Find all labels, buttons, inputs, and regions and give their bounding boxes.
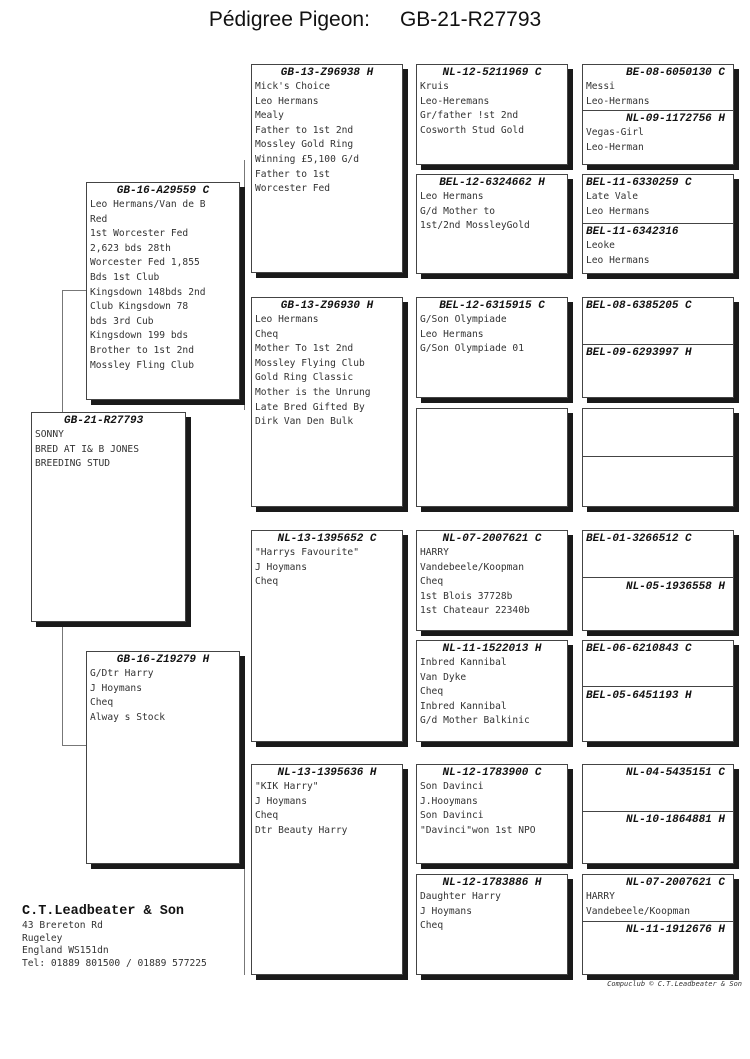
breeder-block xyxy=(22,903,262,970)
subject-card xyxy=(31,412,186,622)
gen4-card-6 xyxy=(416,640,568,742)
subject-line: BREEDING STUD xyxy=(35,458,111,470)
sire-dam-card xyxy=(251,297,403,507)
gen4-line: Daughter Harry xyxy=(420,891,501,902)
gen4-card-5 xyxy=(416,530,568,631)
gen4-card-1 xyxy=(416,64,568,165)
gen4-line: 1st/2nd MossleyGold xyxy=(420,220,530,232)
dam-dam-line: Cheq xyxy=(255,810,279,822)
sire-line: 2,623 bds 28th xyxy=(90,242,171,254)
gen4-line: G/Son Olympiade 01 xyxy=(420,343,524,355)
title-ring: GB-21-R27793 xyxy=(399,8,542,31)
gen4-ring xyxy=(417,409,567,410)
sire-dam-line: Mother is the Unrung xyxy=(255,386,371,398)
sire-line: Kingsdown 199 bds xyxy=(90,330,189,342)
sire-line: Brother to 1st 2nd xyxy=(90,344,194,356)
dam-line: J Hoymans xyxy=(90,682,142,694)
gen5-card-4 xyxy=(582,408,734,507)
gen4-line: Kruis xyxy=(420,81,449,92)
gen5-ring: NL-10-1864881 H xyxy=(625,814,725,826)
gen4-line: Leo Hermans xyxy=(420,191,484,202)
gen4-line: G/Son Olympiade xyxy=(420,314,507,325)
gen5-divider xyxy=(583,344,733,345)
dam-dam-line: J Hoymans xyxy=(255,795,307,807)
dam-dam-card xyxy=(251,764,403,975)
gen4-line: G/d Mother to xyxy=(420,205,496,217)
gen5-line: Leo Hermans xyxy=(586,254,650,266)
sire-line: Bds 1st Club xyxy=(90,271,160,283)
dam-sire-ring: NL-13-1395652 C xyxy=(277,533,377,545)
gen4-card-7 xyxy=(416,764,568,864)
sire-dam-ring: GB-13-Z96930 H xyxy=(280,300,374,312)
sire-dam-line: Cheq xyxy=(255,328,279,340)
sire-dam-line: Gold Ring Classic xyxy=(255,372,354,384)
sire-sire-card xyxy=(251,64,403,273)
sire-dam-line: Dirk Van Den Bulk xyxy=(255,416,354,428)
gen5-card-7 xyxy=(582,764,734,864)
title-label: Pédigree Pigeon: xyxy=(208,8,370,31)
gen5-card-3 xyxy=(582,297,734,398)
sire-line: Leo Hermans/Van de B xyxy=(90,199,206,210)
gen5-line: Leo Hermans xyxy=(586,205,650,217)
dam-sire-card xyxy=(251,530,403,742)
breeder-address-line: Rugeley xyxy=(22,932,63,944)
page-title xyxy=(0,8,750,32)
gen4-line: Cheq xyxy=(420,920,444,932)
dam-sire-line: Cheq xyxy=(255,576,279,588)
gen4-ring: NL-07-2007621 C xyxy=(442,533,542,545)
dam-dam-ring: NL-13-1395636 H xyxy=(277,767,377,779)
dam-sire-line: "Harrys Favourite" xyxy=(255,547,359,558)
gen4-card-4 xyxy=(416,408,568,507)
gen4-card-8 xyxy=(416,874,568,975)
dam-dam-line: Dtr Beauty Harry xyxy=(255,824,348,836)
connector xyxy=(62,290,63,412)
gen5-card-1 xyxy=(582,64,734,165)
breeder-address-line: England WS151dn xyxy=(22,945,109,957)
sire-line: Worcester Fed 1,855 xyxy=(90,257,200,269)
gen4-card-3 xyxy=(416,297,568,398)
gen4-line: HARRY xyxy=(420,547,449,558)
gen4-ring: BEL-12-6315915 C xyxy=(439,300,545,312)
gen4-line: Inbred Kannibal xyxy=(420,700,507,712)
sire-sire-line: Mossley Gold Ring xyxy=(255,139,354,151)
gen4-ring: NL-12-5211969 C xyxy=(442,67,542,79)
gen5-ring xyxy=(583,409,733,410)
gen4-line: G/d Mother Balkinic xyxy=(420,715,530,727)
dam-sire-line: J Hoymans xyxy=(255,561,307,573)
gen5-line: Vegas-Girl xyxy=(586,127,644,138)
gen5-ring: BEL-05-6451193 H xyxy=(586,690,692,702)
sire-ring: GB-16-A29559 C xyxy=(116,185,210,197)
sire-sire-ring: GB-13-Z96938 H xyxy=(280,67,374,79)
sire-line: Red xyxy=(90,213,108,225)
gen5-card-2 xyxy=(582,174,734,274)
sire-dam-line: Leo Hermans xyxy=(255,314,319,325)
sire-line: 1st Worcester Fed xyxy=(90,228,189,240)
sire-line: Kingsdown 148bds 2nd xyxy=(90,286,206,298)
connector xyxy=(62,622,63,746)
gen5-ring: BEL-11-6342316 xyxy=(586,226,679,238)
gen5-ring: NL-04-5435151 C xyxy=(625,767,725,779)
gen4-line: J Hoymans xyxy=(420,905,472,917)
gen5-card-6 xyxy=(582,640,734,742)
gen5-ring: NL-05-1936558 H xyxy=(625,581,725,593)
subject-ring: GB-21-R27793 xyxy=(64,415,144,427)
gen5-ring: BEL-11-6330259 C xyxy=(586,177,692,189)
gen5-divider xyxy=(583,686,733,687)
dam-line: Alway s Stock xyxy=(90,711,166,723)
gen4-ring: BEL-12-6324662 H xyxy=(439,177,545,189)
sire-dam-line: Mother To 1st 2nd xyxy=(255,343,354,355)
sire-sire-line: Worcester Fed xyxy=(255,183,331,195)
gen5-ring: NL-07-2007621 C xyxy=(625,877,725,889)
gen4-line: 1st Chateaur 22340b xyxy=(420,605,530,617)
breeder-name: C.T.Leadbeater & Son xyxy=(22,904,185,919)
sire-sire-line: Winning £5,100 G/d xyxy=(255,153,359,165)
gen5-ring: NL-09-1172756 H xyxy=(625,113,725,125)
gen5-card-5 xyxy=(582,530,734,631)
gen5-ring: BEL-01-3266512 C xyxy=(586,533,692,545)
gen4-line: Cheq xyxy=(420,576,444,588)
gen4-line: Cheq xyxy=(420,686,444,698)
gen4-line: Inbred Kannibal xyxy=(420,657,507,668)
sire-dam-line: Late Bred Gifted By xyxy=(255,401,365,413)
gen4-line: Vandebeele/Koopman xyxy=(420,561,524,573)
gen5-divider xyxy=(583,577,733,578)
gen4-ring: NL-12-1783900 C xyxy=(442,767,542,779)
sire-line: bds 3rd Cub xyxy=(90,315,154,327)
footer-credit: Compuclub © C.T.Leadbeater & Son xyxy=(607,980,742,988)
sire-sire-line: Mealy xyxy=(255,110,284,122)
gen5-ring: BEL-06-6210843 C xyxy=(586,643,692,655)
gen4-card-2 xyxy=(416,174,568,274)
gen4-ring: NL-12-1783886 H xyxy=(442,877,542,889)
gen5-line: Late Vale xyxy=(586,191,638,202)
connector xyxy=(62,290,86,291)
gen4-line: Son Davinci xyxy=(420,781,484,792)
subject-line: BRED AT I& B JONES xyxy=(35,443,139,455)
gen5-ring: BE-08-6050130 C xyxy=(625,67,725,79)
sire-card xyxy=(86,182,240,400)
gen4-line: "Davinci"won 1st NPO xyxy=(420,824,536,836)
gen5-ring: NL-11-1912676 H xyxy=(625,924,725,936)
dam-ring: GB-16-Z19279 H xyxy=(116,654,210,666)
sire-dam-line: Mossley Flying Club xyxy=(255,357,365,369)
gen5-divider xyxy=(583,110,733,111)
gen5-line: Messi xyxy=(586,81,615,92)
gen5-ring: BEL-08-6385205 C xyxy=(586,300,692,312)
dam-dam-line: "KIK Harry" xyxy=(255,781,319,792)
gen5-line: Leoke xyxy=(586,240,615,251)
gen5-card-8 xyxy=(582,874,734,975)
breeder-phone: Tel: 01889 801500 / 01889 577225 xyxy=(22,957,207,969)
gen5-line: Leo-Herman xyxy=(586,141,644,153)
sire-sire-line: Father to 1st 2nd xyxy=(255,124,354,136)
sire-sire-line: Mick's Choice xyxy=(255,81,331,92)
gen5-divider xyxy=(583,921,733,922)
gen5-line: Vandebeele/Koopman xyxy=(586,905,690,917)
gen4-line: Son Davinci xyxy=(420,810,484,822)
sire-sire-line: Father to 1st xyxy=(255,168,331,180)
dam-line: Cheq xyxy=(90,697,114,709)
sire-line: Club Kingsdown 78 xyxy=(90,301,189,313)
subject-lines xyxy=(32,428,185,472)
sire-line: Mossley Fling Club xyxy=(90,359,194,371)
gen5-divider xyxy=(583,456,733,457)
breeder-address-line: 43 Brereton Rd xyxy=(22,920,103,931)
sire-sire-line: Leo Hermans xyxy=(255,95,319,107)
connector xyxy=(62,745,86,746)
gen4-line: Cosworth Stud Gold xyxy=(420,124,524,136)
connector xyxy=(244,160,245,410)
gen5-divider xyxy=(583,811,733,812)
dam-line: G/Dtr Harry xyxy=(90,668,154,679)
gen4-line: Van Dyke xyxy=(420,671,467,683)
gen5-line: Leo-Hermans xyxy=(586,95,650,107)
gen5-ring: BEL-09-6293997 H xyxy=(586,347,692,359)
gen4-ring: NL-11-1522013 H xyxy=(442,643,542,655)
gen5-divider xyxy=(583,223,733,224)
gen4-line: 1st Blois 37728b xyxy=(420,590,513,602)
gen4-line: J.Hooymans xyxy=(420,795,478,807)
dam-card xyxy=(86,651,240,864)
subject-line: SONNY xyxy=(35,429,64,440)
gen4-line: Gr/father !st 2nd xyxy=(420,110,519,122)
gen5-line: HARRY xyxy=(586,891,615,902)
gen4-line: Leo-Heremans xyxy=(420,95,490,107)
gen4-line: Leo Hermans xyxy=(420,328,484,340)
